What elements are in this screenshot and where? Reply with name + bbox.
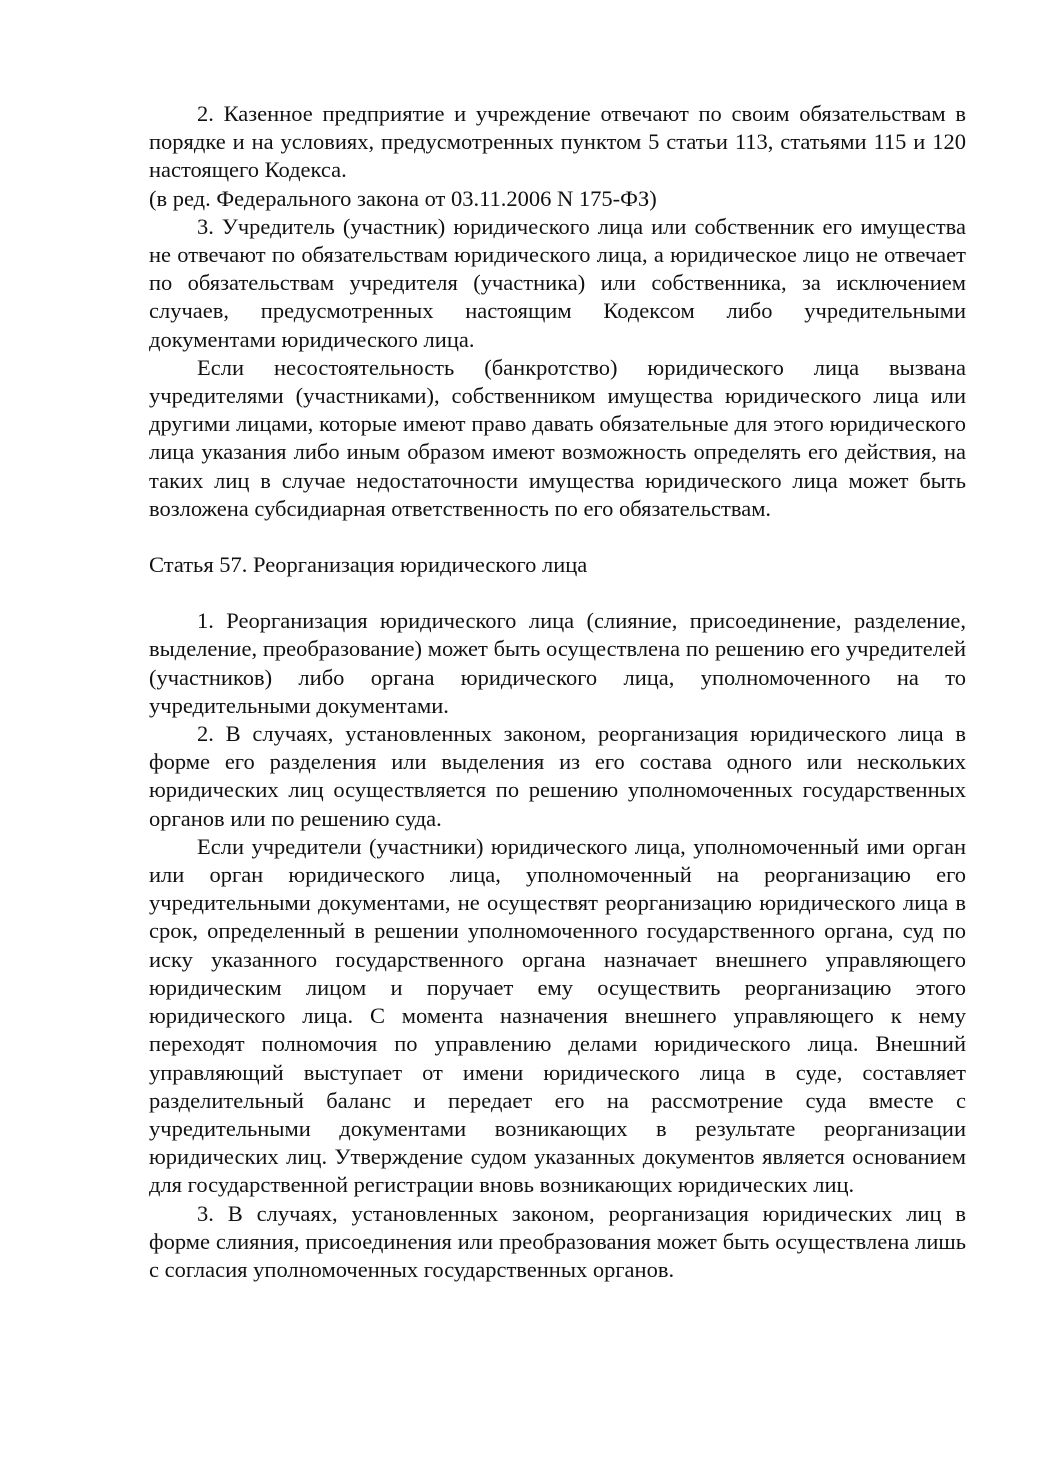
paragraph-article57-item3: 3. В случаях, установленных законом, реорганизация юридических лиц в форме слияния, присоединения или преобразования может быть осуществлена лишь с согласия уполномоченных государственных органов.: [149, 1200, 966, 1282]
article-heading: Статья 57. Реорганизация юридического лица: [149, 552, 588, 578]
paragraph-article56-item2: 2. Казенное предприятие и учреждение отвечают по своим обязательствам в порядке и на условиях, предусмотренных пунктом 5 статьи 113, статьями 115 и 120 настоящего Кодекса.: [149, 101, 966, 183]
paragraph-article56-item3: 3. Учредитель (участник) юридического лица или собственник его имущества не отвечают по обязательствам юридического лица, а юридическое лицо не отвечает по обязательствам учредителя (участника) или собственника, за исключением случаев, предусмотренных настоящим Кодексом либо учредительными документами юридического лица.: [149, 213, 966, 352]
paragraph-article57-item2: 2. В случаях, установленных законом, реорганизация юридического лица в форме его разделения или выделения из его состава одного или нескольких юридических лиц осуществляется по решению уполномоченных государственных органов или по решению суда.: [149, 721, 966, 831]
document-page: [149, 100, 966, 1284]
paragraph-article57-item1: 1. Реорганизация юридического лица (слияние, присоединение, разделение, выделение, преобразование) может быть осуществлена по решению его учредителей (участников) либо органа юридического лица, уполномоченного на то учредительными документами.: [149, 608, 966, 718]
amendment-note: (в ред. Федерального закона от 03.11.2006 N 175-ФЗ): [149, 185, 657, 211]
paragraph-article56-bankruptcy: Если несостоятельность (банкротство) юридического лица вызвана учредителями (участниками), собственником имущества юридического лица или другими лицами, которые имеют право давать обязательные для этого юридического лица указания либо иным образом имеют возможность определять его действия, на таких лиц в случае недостаточности имущества юридического лица может быть возложена субсидиарная ответственность по его обязательствам.: [149, 354, 966, 521]
paragraph-article57-external-manager: Если учредители (участники) юридического лица, уполномоченный ими орган или орган юридического лица, уполномоченный на реорганизацию его учредительными документами, не осуществят реорганизацию юридического лица в срок, определенный в решении уполномоченного государственного органа, суд по иску указанного государственного органа назначает внешнего управляющего юридическим лицом и поручает ему осуществить реорганизацию этого юридического лица. С момента назначения внешнего управляющего к нему переходят полномочия по управлению делами юридического лица. Внешний управляющий выступает от имени юридического лица в суде, составляет разделительный баланс и передает его на рассмотрение суда вместе с учредительными документами возникающих в результате реорганизации юридических лиц. Утверждение судом указанных документов является основанием для государственной регистрации вновь возникающих юридических лиц.: [149, 833, 966, 1198]
